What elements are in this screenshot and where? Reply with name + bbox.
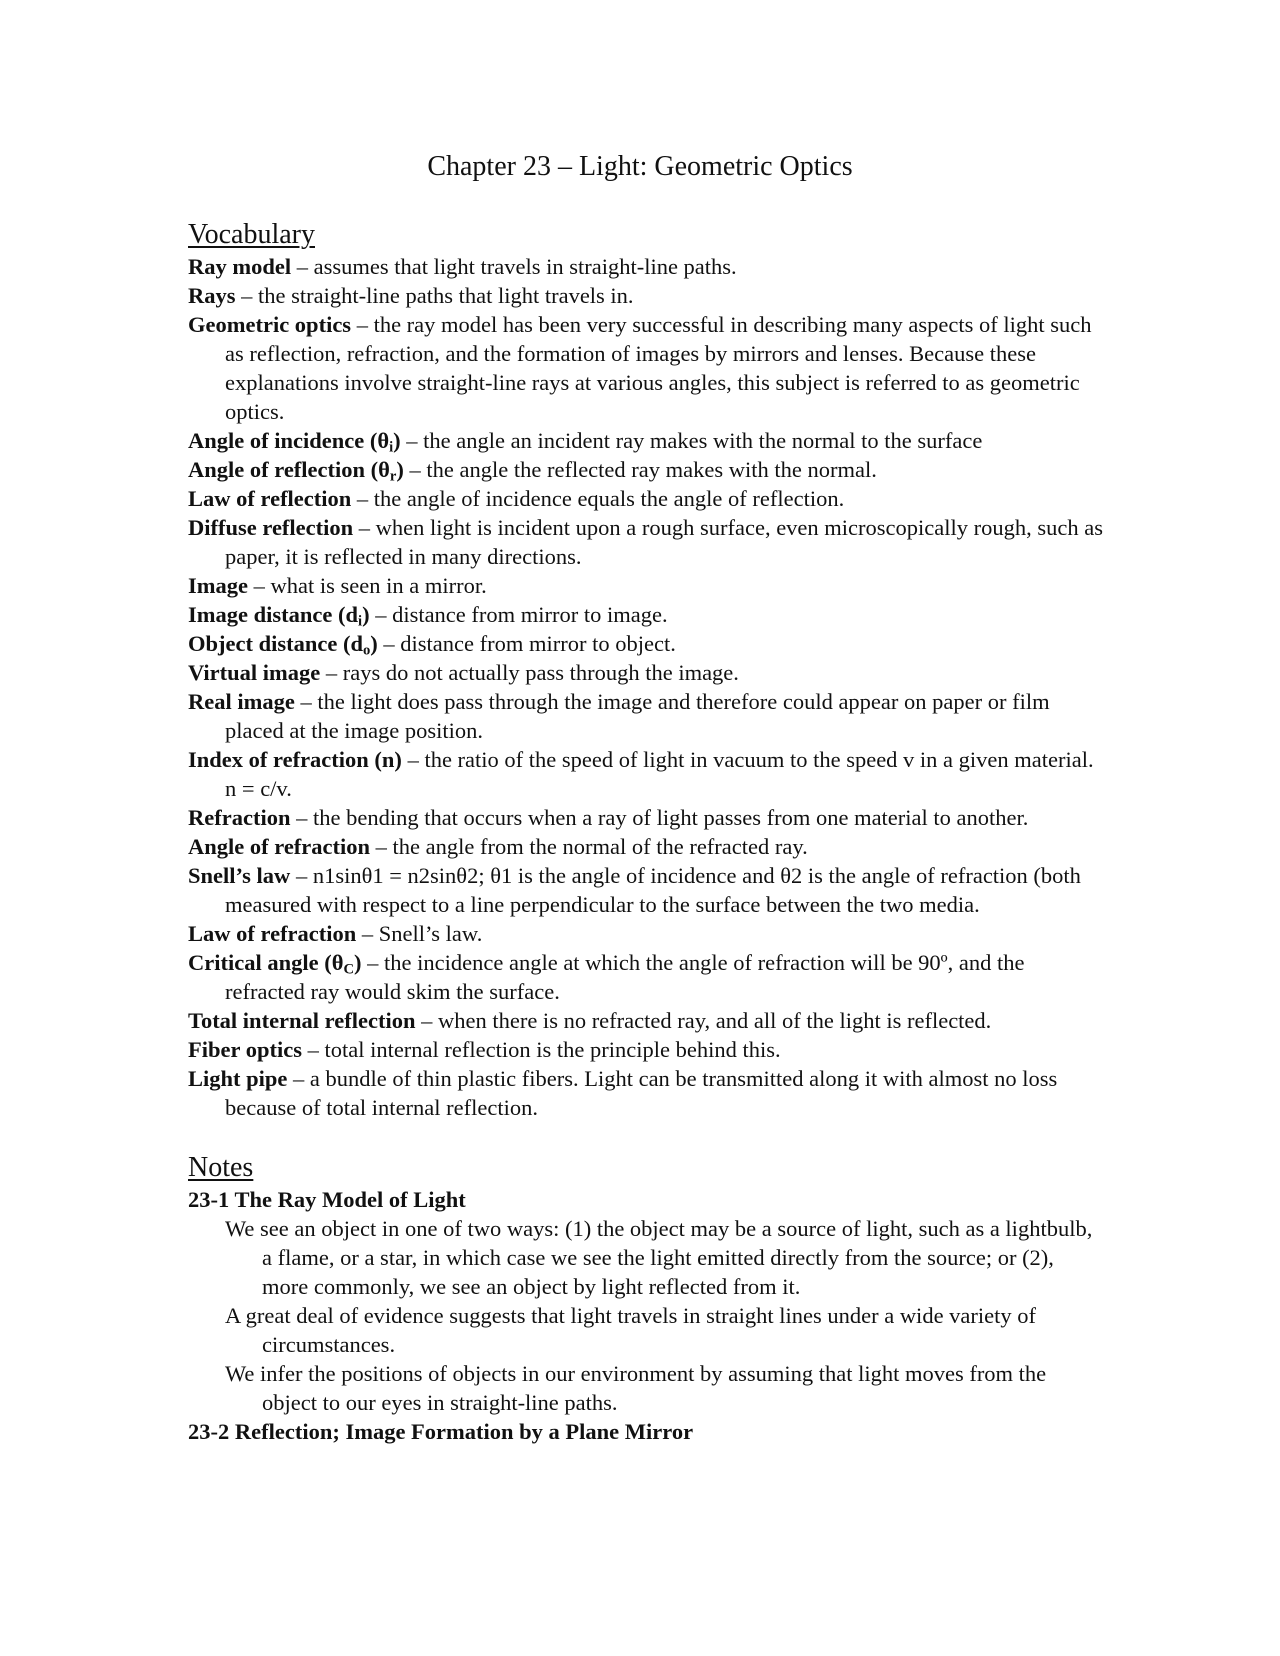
vocab-term: Real image	[188, 689, 295, 714]
vocab-definition: – the bending that occurs when a ray of light passes from one material to another.	[290, 805, 1029, 830]
vocab-term: Ray model	[188, 254, 292, 279]
vocab-entry-geometric-optics	[188, 310, 1103, 426]
vocab-definition: – n1sinθ1 = n2sinθ2; θ1 is the angle of incidence and θ2 is the angle of refraction (both measured with respect to a line perpendicular to the surface between the two media.	[225, 863, 1081, 917]
vocab-entry-angle-of-reflection	[188, 455, 1103, 484]
vocab-term: Virtual image	[188, 660, 321, 685]
vocab-term: Rays	[188, 283, 236, 308]
vocab-definition: – distance from mirror to image.	[369, 602, 668, 627]
vocab-term: Angle of refraction	[188, 834, 371, 859]
vocab-entry-fiber-optics	[188, 1035, 1103, 1064]
vocab-entry-angle-of-incidence	[188, 426, 1103, 455]
vocab-entry-light-pipe	[188, 1064, 1103, 1122]
vocab-term: Fiber optics	[188, 1037, 302, 1062]
vocab-definition: – when light is incident upon a rough surface, even microscopically rough, such as paper, it is reflected in many directions.	[225, 515, 1103, 569]
vocab-term: Object distance $(d_o)$	[188, 631, 378, 659]
vocab-definition: – what is seen in a mirror.	[248, 573, 487, 598]
vocab-entry-image-distance	[188, 600, 1103, 629]
vocab-entry-ray-model	[188, 252, 1103, 281]
vocab-definition: – the ratio of the speed of light in vacuum to the speed v in a given material. n = c/v.	[225, 747, 1094, 801]
vocab-entry-law-of-refraction	[188, 919, 1103, 948]
vocab-definition: – total internal reflection is the principle behind this.	[301, 1037, 781, 1062]
vocab-entry-refraction	[188, 803, 1103, 832]
vocab-term: Image	[188, 573, 248, 598]
notes-subsection-title: 23-2 Reflection; Image Formation by a Plane Mirror	[188, 1419, 694, 1444]
vocab-entry-object-distance	[188, 629, 1103, 658]
vocab-entry-rays	[188, 281, 1103, 310]
vocab-term: Geometric optics	[188, 312, 352, 337]
vocab-definition: – rays do not actually pass through the image.	[320, 660, 739, 685]
vocab-definition: – the angle an incident ray makes with the normal to the surface	[400, 428, 983, 453]
vocab-entry-angle-of-refraction	[188, 832, 1103, 861]
vocab-term: Refraction	[188, 805, 291, 830]
vocab-term: Image distance $(d_i)$	[188, 602, 370, 630]
vocab-entry-critical-angle	[188, 948, 1103, 1006]
vocab-entry-index-of-refraction	[188, 745, 1103, 803]
vocabulary-heading: Vocabulary	[188, 219, 315, 250]
vocab-term: Total internal reflection	[188, 1008, 416, 1033]
section-spacer	[188, 1122, 1103, 1151]
vocab-term: Snell’s law	[188, 863, 291, 888]
note-paragraph: We see an object in one of two ways: (1) the object may be a source of light, such as a lightbulb, a flame, or a star, in which case we see the light emitted directly from the source; or (2), more commonly, we see an object by light reflected from it.	[225, 1216, 1093, 1299]
vocab-definition: – assumes that light travels in straight-line paths.	[291, 254, 737, 279]
note-paragraph: A great deal of evidence suggests that light travels in straight lines under a wide variety of circumstances.	[225, 1303, 1037, 1357]
vocab-definition: – the ray model has been very successful in describing many aspects of light such as reflection, refraction, and the formation of images by mirrors and lenses. Because these explanations involve straight-line rays at various angles, this subject is referred to as geometric optics.	[225, 312, 1092, 424]
vocab-definition: – the angle from the normal of the refracted ray.	[370, 834, 808, 859]
vocab-definition: – Snell’s law.	[356, 921, 483, 946]
note-paragraph: We infer the positions of objects in our environment by assuming that light moves from the object to our eyes in straight-line paths.	[225, 1361, 1047, 1415]
vocabulary-list	[188, 252, 1103, 1122]
vocab-definition: – distance from mirror to object.	[377, 631, 676, 656]
vocab-definition: – the angle the reflected ray makes with the normal.	[403, 457, 877, 482]
vocab-entry-real-image	[188, 687, 1103, 745]
vocab-definition: – the straight-line paths that light travels in.	[235, 283, 634, 308]
vocab-definition: – the light does pass through the image and therefore could appear on paper or film placed at the image position.	[225, 689, 1050, 743]
vocab-entry-law-of-reflection	[188, 484, 1103, 513]
vocab-definition: – when there is no refracted ray, and all of the light is reflected.	[415, 1008, 992, 1033]
vocab-entry-image	[188, 571, 1103, 600]
vocab-definition: – a bundle of thin plastic fibers. Light can be transmitted along it with almost no loss because of total internal reflection.	[225, 1066, 1058, 1120]
vocab-definition: – the angle of incidence equals the angle of reflection.	[351, 486, 845, 511]
vocab-term: Angle of incidence $(\theta_i)$	[188, 428, 401, 456]
vocab-definition: – the incidence angle at which the angle of refraction will be 90º, and the refracted ray would skim the surface.	[225, 950, 1025, 1004]
notes-heading: Notes	[188, 1152, 254, 1183]
notes-subsection-title: 23-1 The Ray Model of Light	[188, 1187, 466, 1212]
vocab-entry-virtual-image	[188, 658, 1103, 687]
vocab-entry-diffuse-reflection	[188, 513, 1103, 571]
vocab-term: Light pipe	[188, 1066, 288, 1091]
vocab-term: Critical angle $(\theta_C)$	[188, 950, 362, 978]
document-body	[188, 218, 1103, 1446]
vocab-term: Diffuse reflection	[188, 515, 354, 540]
vocab-entry-snells-law	[188, 861, 1103, 919]
vocab-term: Angle of reflection $(\theta_r)$	[188, 457, 404, 485]
notes-section	[188, 1185, 1103, 1446]
page-title: Chapter 23 – Light: Geometric Optics	[427, 151, 853, 182]
vocab-term: Index of refraction (n)	[188, 747, 402, 772]
vocab-term: Law of reflection	[188, 486, 352, 511]
vocab-term: Law of refraction	[188, 921, 357, 946]
vocab-entry-total-internal-reflection	[188, 1006, 1103, 1035]
